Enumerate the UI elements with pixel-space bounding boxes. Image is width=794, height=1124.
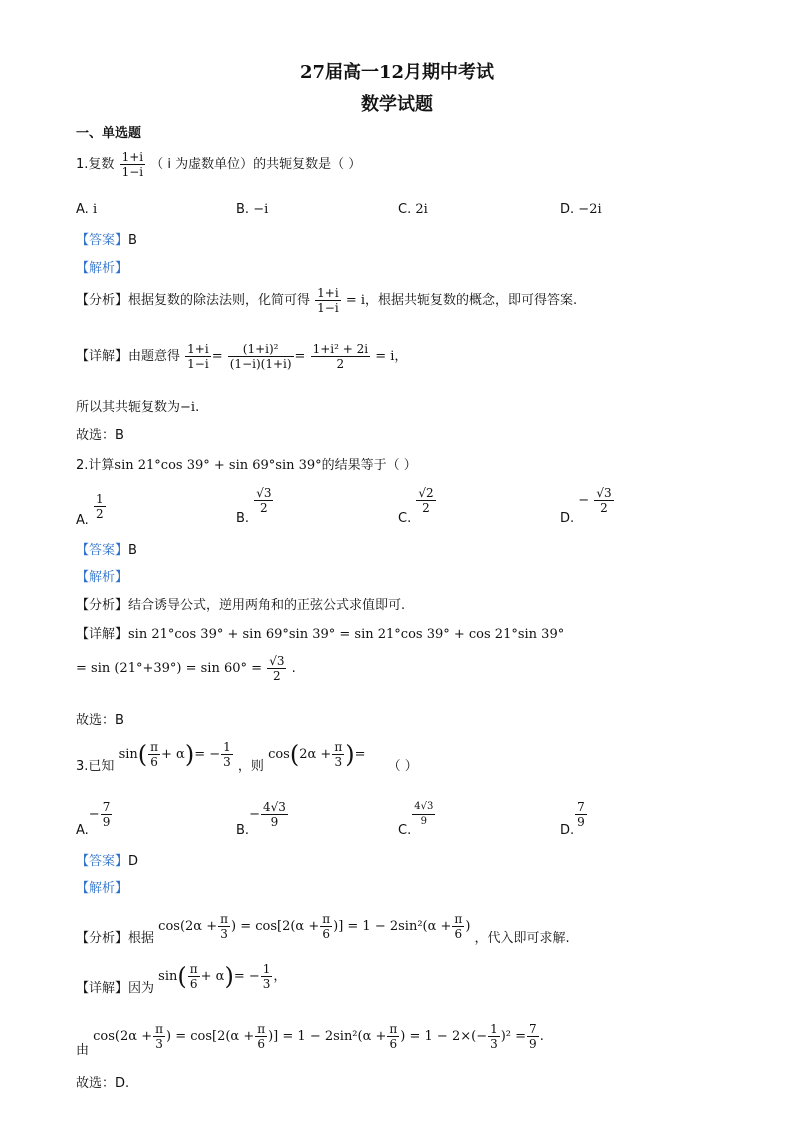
q1-fraction: $\frac{1+i}{1-i}$ — [121, 150, 144, 179]
q2-answer: 【答案】B — [76, 543, 137, 558]
q3-final: 故选：D. — [76, 1076, 130, 1091]
q2-option-d: D. − $\frac{√3}{2}$ — [560, 486, 612, 526]
q2-final: 故选：B — [76, 713, 124, 728]
section-heading: 一、单选题 — [76, 126, 142, 141]
q3-detail-derivation: 由 cos(2α + $\frac{\pi}{3}$ ) = cos[2(α + $\frac{\pi}{6}$ )] = 1 − 2sin²(α + $\frac{\pi}{6}$ ) = 1 − 2×(− $\frac{1}{3}$ )² = $\frac{7}{9}$ . — [76, 1022, 544, 1058]
q3-detail-given: 【详解】因为 sin( $\frac{\pi}{6}$ + α)= − $\frac{1}{3}$ ， — [76, 962, 287, 996]
page-title: 27届高一12月期中考试 — [299, 62, 495, 83]
q2-detail-line2: = sin (21°+39°) = sin 60° = $\frac{√3}{2}$ . — [76, 654, 296, 683]
q2-analysis-label: 【解析】 — [76, 570, 129, 585]
q3-analysis-label: 【解析】 — [76, 881, 129, 896]
q1-stem: 1.复数 $\frac{1+i}{1-i}$ （ i 为虚数单位）的共轭复数是（ ） — [76, 150, 362, 179]
q3-option-c: C. $\frac{4√3}{9}$ — [398, 801, 434, 838]
q1-analysis-label: 【解析】 — [76, 261, 129, 276]
q1-detail: 【详解】由题意得 $\frac{1+i}{1-i}$ = $\frac{\text{(1+i)²}}{(1-i)(1+i)}$ = $\frac{\text{1+i² + 2i}}{2}$ = i， — [76, 342, 408, 371]
q1-conjugate: 所以其共轭复数为−i. — [76, 400, 200, 415]
q3-option-a: A.− $\frac{7}{9}$ — [76, 800, 111, 838]
page-subtitle: 数学试题 — [361, 94, 433, 115]
q1-fenxi: 【分析】根据复数的除法法则，化简可得 $\frac{1+i}{1-i}$ = i，根据共轭复数的概念，即可得答案. — [76, 286, 578, 315]
q3-option-d: D. $\frac{7}{9}$ — [560, 800, 585, 838]
q3-stem: 3.已知 sin( $\frac{\pi}{6}$ + α)= − $\frac{1}{3}$ ，则 cos(2α + $\frac{\pi}{3}$ )= （ ） — [76, 740, 418, 774]
q3-fenxi: 【分析】根据 cos(2α + $\frac{\pi}{3}$ ) = cos[2(α + $\frac{\pi}{6}$ )] = 1 − 2sin²(α + $\frac{\pi}{6}$ ) ，代入即可求解. — [76, 912, 570, 946]
q3-option-b: B.− $\frac{4√3}{9}$ — [236, 800, 286, 838]
q1-option-c: C. 2i — [398, 202, 428, 217]
q1-option-a: A. i — [76, 202, 98, 217]
q1-option-b: B. −i — [236, 202, 269, 217]
q2-option-b: B. $\frac{√3}{2}$ — [236, 486, 272, 526]
q2-detail-line1: 【详解】sin 21°cos 39° + sin 69°sin 39° = sin 21°cos 39° + cos 21°sin 39° — [76, 627, 565, 642]
q2-stem: 2.计算sin 21°cos 39° + sin 69°sin 39°的结果等于（ ） — [76, 458, 417, 473]
q2-option-a: A. $\frac{1}{2}$ — [76, 492, 104, 528]
q1-number: 1. — [76, 157, 89, 172]
q1-option-d: D. −2i — [560, 202, 602, 217]
q2-fenxi: 【分析】结合诱导公式，逆用两角和的正弦公式求值即可. — [76, 598, 406, 613]
q2-option-c: C. $\frac{√2}{2}$ — [398, 486, 434, 526]
q1-answer: 【答案】B — [76, 233, 137, 248]
q1-final: 故选：B — [76, 428, 124, 443]
q3-answer: 【答案】D — [76, 854, 139, 869]
